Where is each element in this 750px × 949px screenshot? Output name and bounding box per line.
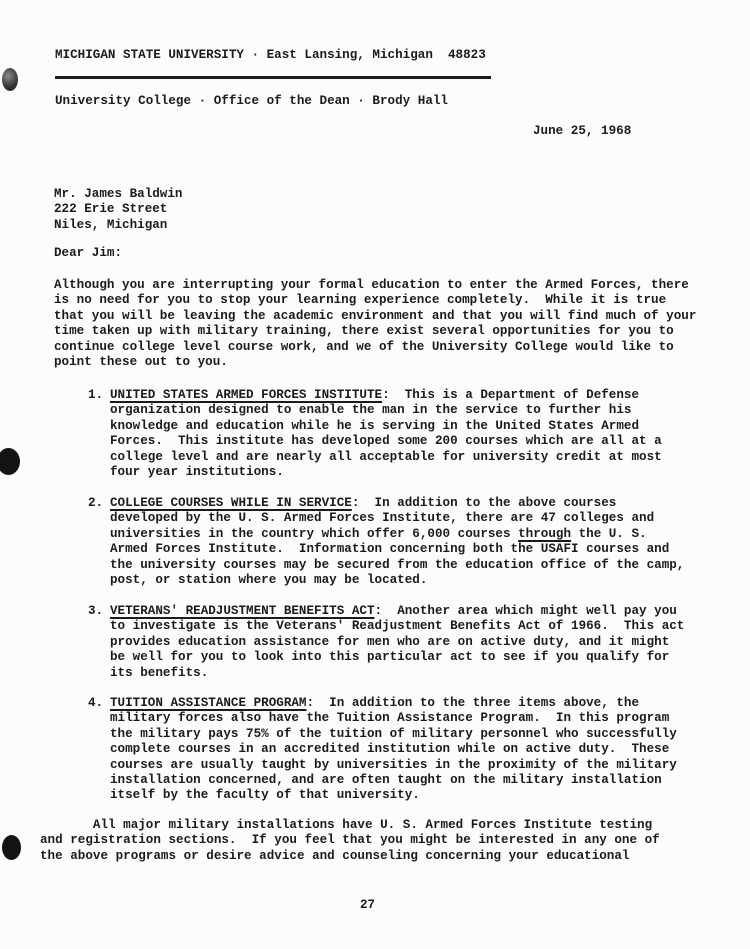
text-line	[110, 758, 677, 773]
salutation: Dear Jim:	[54, 246, 123, 260]
text-segment: knowledge and education while he is serving in the United States Armed	[110, 418, 640, 433]
text-line	[110, 558, 684, 573]
list-item	[88, 388, 662, 480]
text-line	[110, 527, 684, 542]
text-line: All major military installations have U. S. Armed Forces Institute testing	[40, 818, 653, 832]
text-line	[110, 742, 677, 757]
text-segment: : This is a Department of Defense	[382, 388, 640, 402]
text-line	[110, 388, 662, 403]
list-item-number: 4.	[88, 696, 104, 710]
text-line	[110, 465, 662, 480]
text-line	[110, 635, 684, 650]
text-segment: complete courses in an accredited institution while on active duty. These	[110, 742, 670, 757]
text-line: continue college level course work, and we of the University College would like to	[54, 339, 674, 354]
text-line: that you will be leaving the academic environment and that you will find much of your	[54, 308, 697, 323]
letterhead-department-line: University College · Office of the Dean · Brody Hall	[55, 94, 448, 108]
text-segment: developed by the U. S. Armed Forces Institute, there are 47 colleges and	[110, 511, 655, 526]
intro-paragraph	[54, 278, 696, 370]
letterhead-rule	[55, 76, 491, 79]
text-line: Mr. James Baldwin	[54, 187, 183, 201]
list-item	[88, 496, 684, 588]
list-item	[88, 696, 677, 804]
text-line	[110, 542, 684, 557]
underlined-text: TUITION ASSISTANCE PROGRAM	[110, 696, 307, 710]
text-line: Although you are interrupting your formal education to enter the Armed Forces, there	[54, 278, 689, 292]
text-line	[110, 666, 684, 681]
text-segment: organization designed to enable the man in the service to further his	[110, 403, 632, 418]
text-segment: military forces also have the Tuition Assistance Program. In this program	[110, 711, 670, 726]
text-segment: the university courses may be secured from the education office of the camp,	[110, 557, 685, 572]
list-item-number: 2.	[88, 496, 104, 510]
hole-punch-mark	[0, 448, 20, 475]
list-item-number: 3.	[88, 604, 104, 618]
text-segment: provides education assistance for men who are on active duty, and it might	[110, 634, 670, 649]
text-line	[110, 434, 662, 449]
text-line: point these out to you.	[54, 354, 228, 369]
text-segment: courses are usually taught by universities in the proximity of the military	[110, 757, 677, 772]
text-segment: four year institutions.	[110, 464, 284, 479]
text-segment: the military pays 75% of the tuition of military personnel who successfully	[110, 726, 677, 741]
text-segment: : In addition to the above courses	[351, 496, 617, 510]
list-item-text	[110, 388, 662, 480]
text-line	[110, 496, 684, 511]
text-line	[110, 419, 662, 434]
letter-date: June 25, 1968	[533, 124, 632, 138]
hole-punch-mark	[2, 68, 18, 91]
underlined-text: through	[518, 526, 572, 541]
text-line	[110, 403, 662, 418]
underlined-text: COLLEGE COURSES WHILE IN SERVICE	[110, 496, 352, 510]
list-item-text	[110, 696, 677, 804]
text-line	[110, 788, 677, 803]
text-segment: installation concerned, and are often taught on the military installation	[110, 772, 662, 787]
closing-paragraph	[40, 818, 660, 864]
text-line	[110, 450, 662, 465]
text-segment: the U. S.	[571, 526, 647, 541]
text-segment: be well for you to look into this particular act to see if you qualify for	[110, 650, 670, 665]
text-segment: itself by the faculty of that university.	[110, 788, 420, 803]
text-line: the above programs or desire advice and counseling concerning your educational	[40, 848, 630, 863]
text-line: 222 Erie Street	[54, 202, 168, 217]
text-line	[110, 773, 677, 788]
page-number: 27	[360, 898, 376, 912]
text-line	[110, 711, 677, 726]
text-segment: post, or station where you may be located.	[110, 572, 428, 587]
text-line	[110, 650, 684, 665]
text-line	[110, 619, 684, 634]
text-segment: Forces. This institute has developed some 200 courses which are all at a	[110, 434, 662, 449]
text-line: Niles, Michigan	[54, 217, 168, 232]
underlined-text: VETERANS' READJUSTMENT BENEFITS ACT	[110, 604, 375, 618]
text-line	[110, 604, 684, 619]
recipient-address	[54, 187, 182, 233]
text-line: time taken up with military training, there exist several opportunities for you to	[54, 324, 674, 339]
list-item-text	[110, 496, 684, 588]
text-line	[110, 727, 677, 742]
list-item-number: 1.	[88, 388, 104, 402]
underlined-text: UNITED STATES ARMED FORCES INSTITUTE	[110, 388, 383, 402]
list-item-text	[110, 604, 684, 681]
text-line: and registration sections. If you feel that you might be interested in any one of	[40, 833, 660, 848]
text-segment: : Another area which might well pay you	[374, 604, 677, 618]
text-line	[110, 511, 684, 526]
text-line	[110, 573, 684, 588]
text-segment: to investigate is the Veterans' Readjustment Benefits Act of 1966. This act	[110, 619, 685, 634]
text-line	[110, 696, 677, 711]
letterhead-university-line: MICHIGAN STATE UNIVERSITY · East Lansing, Michigan 48823	[55, 48, 486, 62]
text-segment: its benefits.	[110, 665, 209, 680]
list-item	[88, 604, 684, 681]
text-segment: : In addition to the three items above, the	[306, 696, 640, 710]
text-segment: universities in the country which offer 6,000 courses	[110, 526, 519, 541]
text-segment: college level and are nearly all acceptable for university credit at most	[110, 449, 662, 464]
hole-punch-mark	[2, 835, 21, 860]
text-line: is no need for you to stop your learning experience completely. While it is true	[54, 293, 667, 308]
text-segment: Armed Forces Institute. Information concerning both the USAFI courses and	[110, 542, 670, 557]
